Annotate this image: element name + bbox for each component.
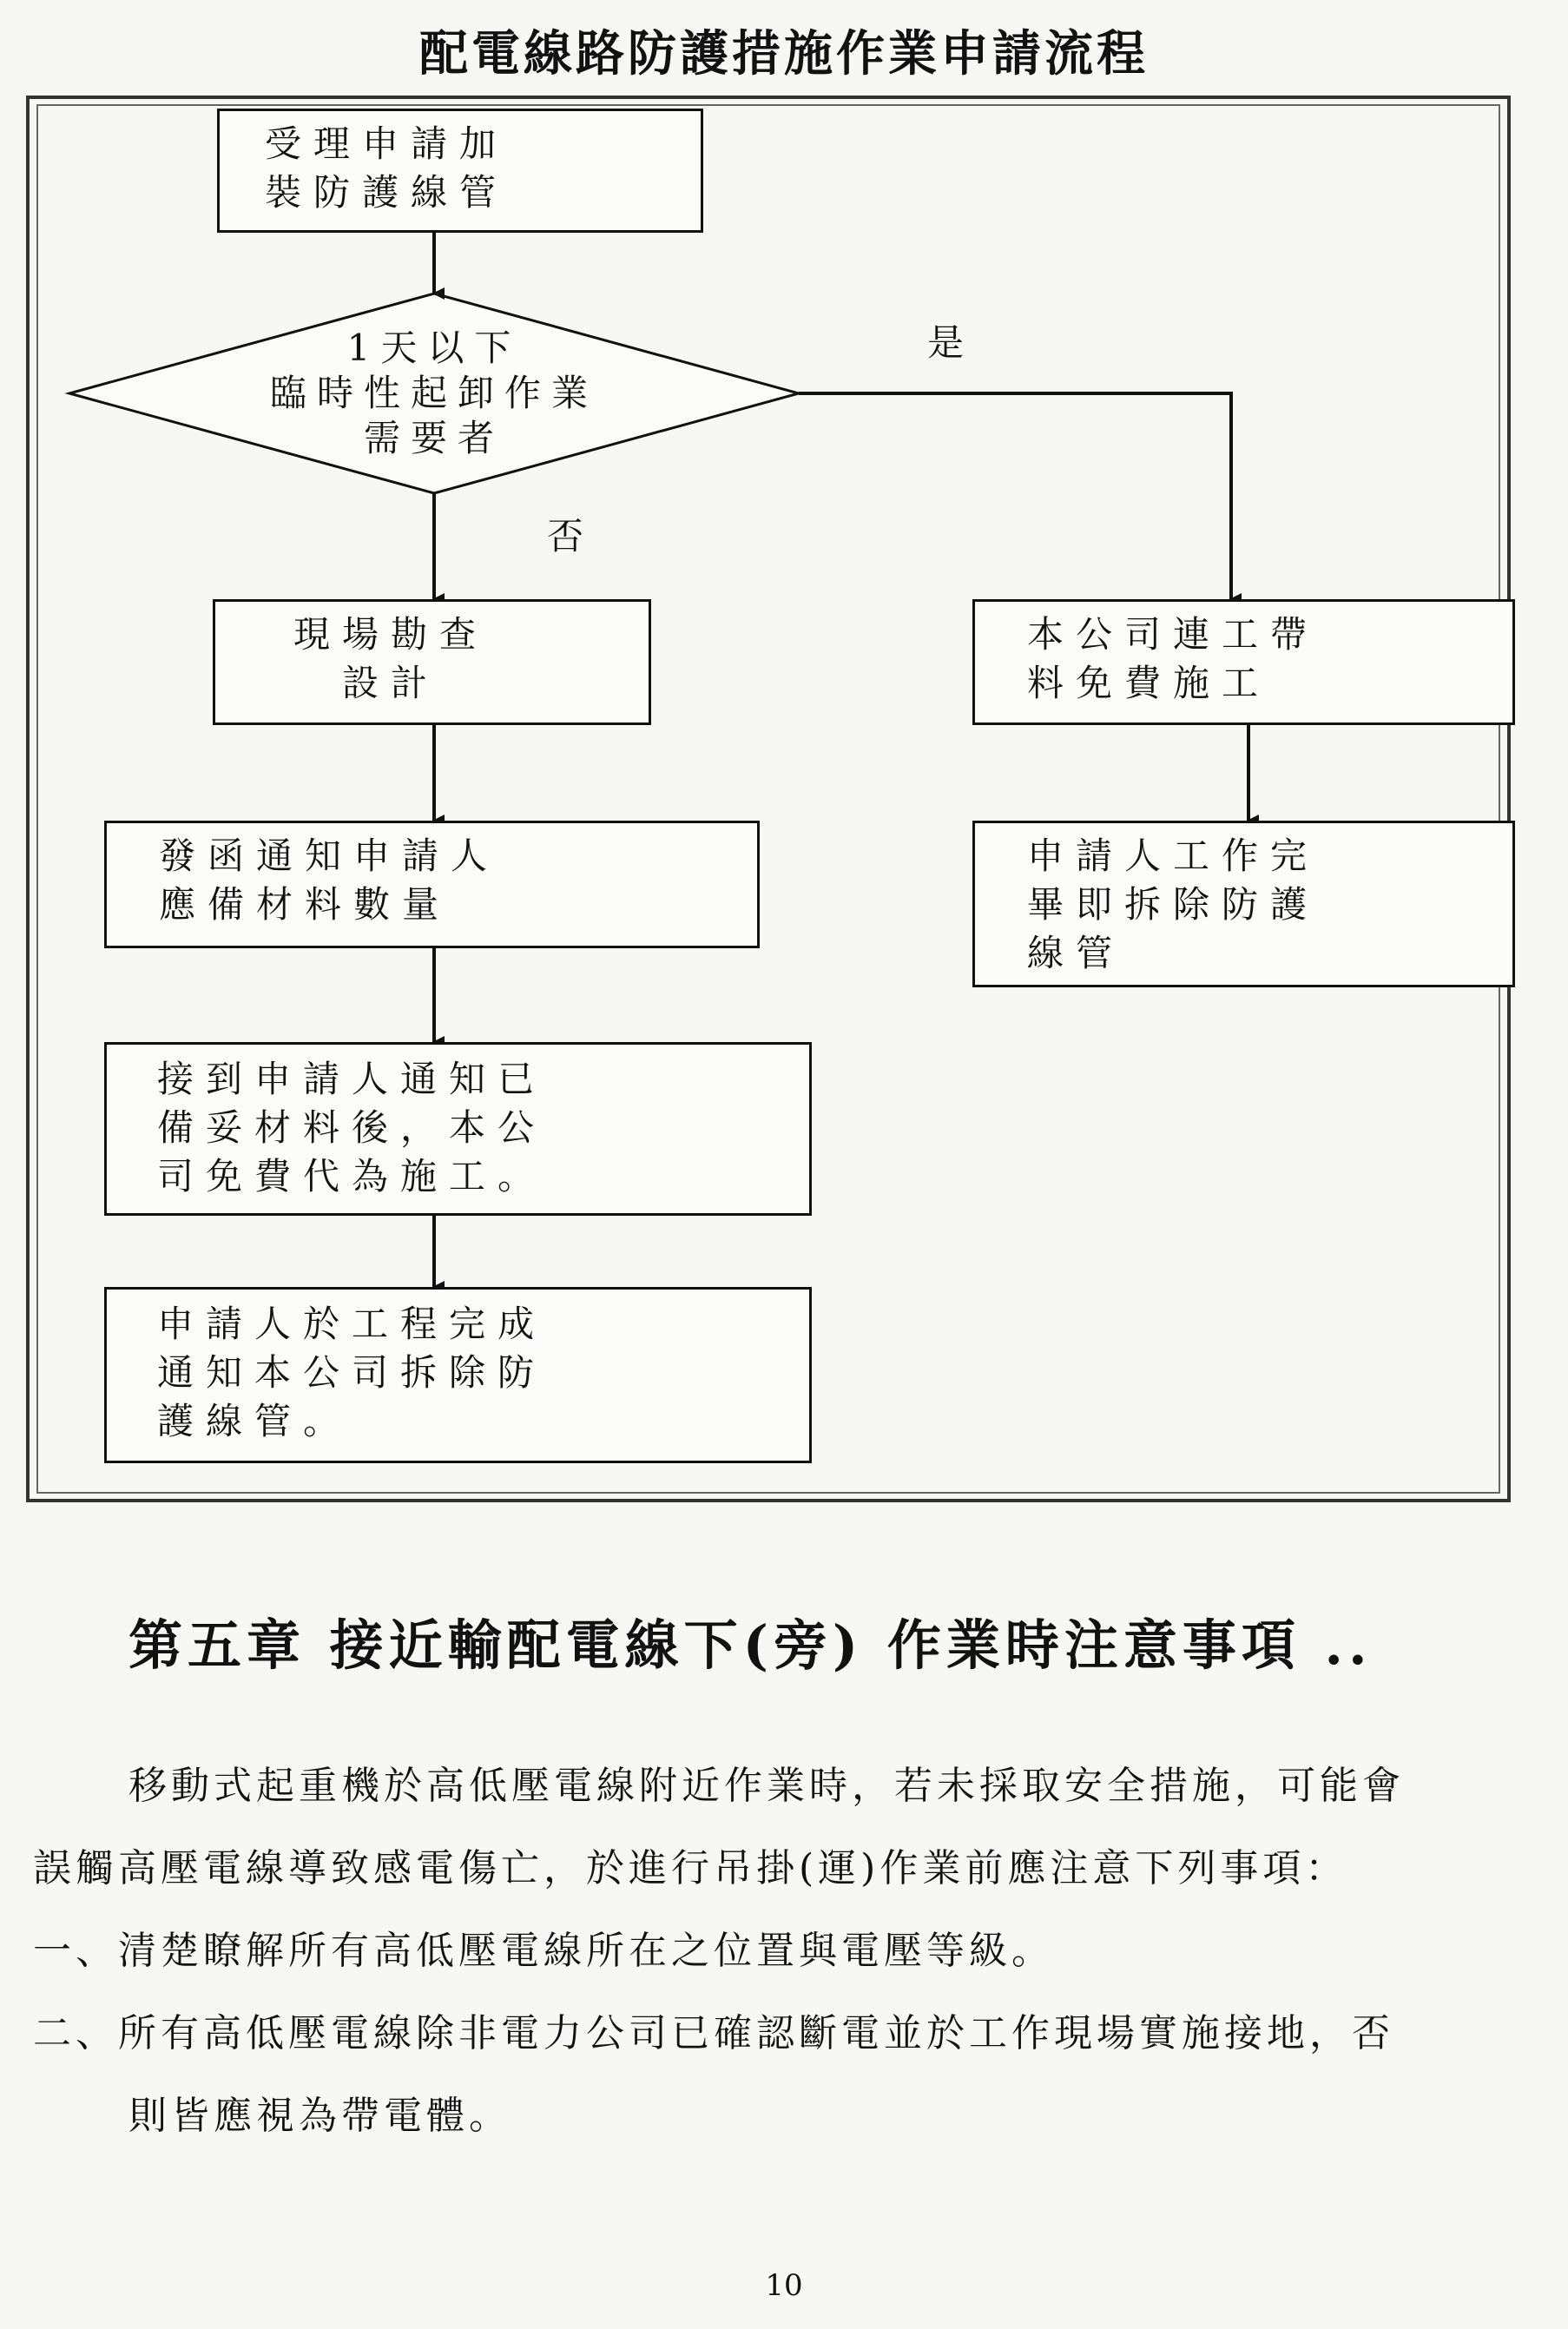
step-notify-line2: 應備材料數量 [159,883,451,926]
step-remove-notice-line2: 通知本公司拆除防 [157,1351,547,1394]
step-receive-line2: 備妥材料後，本公 [157,1106,547,1149]
step-apply-line1: 受理申請加 [265,122,509,165]
list-item-2-line1: 二、所有高低壓電線除非電力公司已確認斷電並於工作現場實施接地，否 [33,2011,1394,2055]
step-survey-box [213,599,651,725]
step-remove-notice-line1: 申請人於工程完成 [157,1303,547,1345]
label-yes: 是 [927,321,965,364]
flowchart-title: 配電線路防護措施作業申請流程 [419,25,1149,82]
decision-line1: 1天以下 [346,327,522,369]
step-complete-line3: 線管 [1027,932,1125,974]
step-receive-line3: 司免費代為施工。 [157,1155,547,1197]
step-company-line2: 料免費施工 [1027,662,1271,704]
step-receive-box [104,1042,812,1216]
intro-line1: 移動式起重機於高低壓電線附近作業時，若未採取安全措施，可能會 [128,1764,1405,1808]
step-survey-line2: 設計 [342,662,440,704]
page-number: 10 [765,2268,803,2303]
step-complete-box [972,821,1515,987]
step-notify-box [104,821,760,948]
decision-line2: 臨時性起卸作業 [269,372,598,414]
decision-text [156,326,712,461]
step-remove-notice-line3: 護線管。 [157,1400,352,1442]
step-remove-notice-box [104,1287,812,1463]
list-item-2-line2: 則皆應視為帶電體。 [128,2094,511,2138]
step-receive-line1: 接到申請人通知已 [157,1058,547,1100]
arrow-yes-to-company [799,393,1231,599]
step-survey-line1: 現場勘查 [293,613,489,656]
step-apply-box [217,109,703,233]
step-company-box [972,599,1515,725]
list-item-1: 一、清楚瞭解所有高低壓電線所在之位置與電壓等級。 [33,1929,1054,1973]
step-notify-line1: 發函通知申請人 [159,835,500,877]
step-complete-line1: 申請人工作完 [1027,835,1320,877]
step-apply-line2: 裝防護線管 [265,171,509,214]
label-no: 否 [547,515,584,558]
decision-line3: 需要者 [363,417,504,459]
intro-line2: 誤觸高壓電線導致感電傷亡，於進行吊掛(運)作業前應注意下列事項： [33,1846,1348,1890]
step-company-line1: 本公司連工帶 [1027,613,1320,656]
step-complete-line2: 畢即拆除防護 [1027,883,1320,926]
chapter-heading: 第五章 接近輸配電線下(旁) 作業時注意事項 .. [128,1613,1373,1677]
